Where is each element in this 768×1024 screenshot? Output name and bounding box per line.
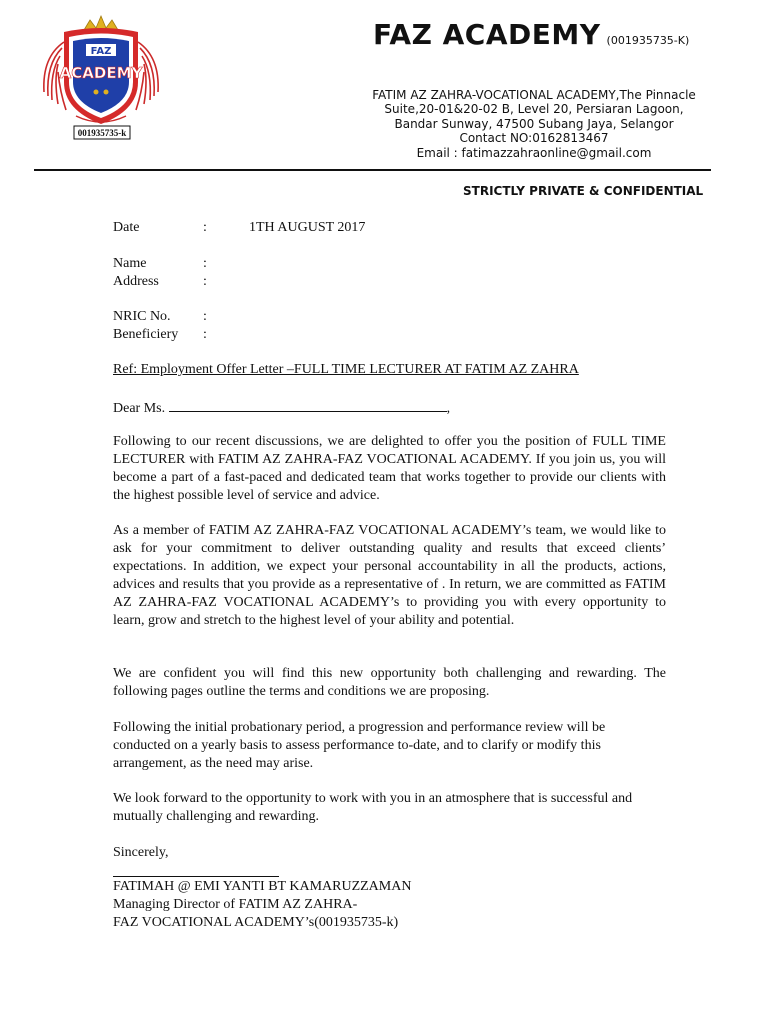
name-colon: :: [203, 256, 207, 271]
company-address: [350, 88, 718, 160]
address-label: Address: [113, 274, 159, 289]
logo-ornament: [104, 90, 109, 95]
crown-icon: [84, 16, 118, 30]
beneficiary-label: Beneficiery: [113, 327, 179, 342]
paragraph-commitment: As a member of FATIM AZ ZAHRA-FAZ VOCATIONAL ACADEMY’s team, we would like to ask for your commitment to deliver outstanding quality and results that exceed clients’ expectations. In addition, we expect your personal accountability in all the products, actions, advices and results that you provide as a representative of . In return, we are committed as FATIM AZ ZAHRA-FAZ VOCATIONAL ACADEMY’s to providing you with every opportunity to learn, grow and stretch to the highest level of your ability and potential.: [113, 523, 666, 628]
signature-line: [113, 876, 279, 877]
logo-ornament: [94, 90, 99, 95]
closing-word: Sincerely,: [113, 845, 169, 860]
paragraph-closing: We look forward to the opportunity to work with you in an atmosphere that is successful and mutually challenging and rewarding.: [113, 791, 633, 824]
header-divider: [34, 169, 711, 171]
logo-reg-text: 001935735-k: [77, 128, 127, 138]
signatory-name: FATIMAH @ EMI YANTI BT KAMARUZZAMAN: [113, 879, 412, 894]
date-colon: :: [203, 220, 207, 235]
beneficiary-colon: :: [203, 327, 207, 342]
email-line: Email : fatimazzahraonline@gmail.com: [416, 145, 652, 160]
paragraph-probation: Following the initial probationary period, a progression and performance review will be conducted on a yearly basis to assess performance to-date, and to clarify or modify this arrangement, as the need may arise.: [113, 720, 606, 771]
logo-text-top: FAZ: [90, 46, 112, 57]
date-label: Date: [113, 220, 140, 235]
company-title: FAZ ACADEMY: [373, 18, 601, 51]
nric-label: NRIC No.: [113, 309, 171, 324]
address-colon: :: [203, 274, 207, 289]
date-value: 1TH AUGUST 2017: [249, 220, 366, 235]
paragraph-confidence: We are confident you will find this new opportunity both challenging and rewarding. The following pages outline the terms and conditions we are proposing.: [113, 666, 666, 699]
salutation-text: Dear Ms.: [113, 401, 166, 416]
faz-academy-logo: [36, 12, 166, 144]
company-reg-number: (001935735-K): [606, 34, 690, 47]
signatory-title-line2: FAZ VOCATIONAL ACADEMY’s(001935735-k): [113, 915, 399, 930]
header-title-row: [373, 18, 689, 51]
confidential-notice: STRICTLY PRIVATE & CONFIDENTIAL: [463, 184, 704, 198]
nric-colon: :: [203, 309, 207, 324]
address-line: FATIM AZ ZAHRA-VOCATIONAL ACADEMY,The Pinnacle: [372, 88, 696, 102]
contact-line: Contact NO:0162813467: [459, 131, 609, 146]
signatory-title-line1: Managing Director of FATIM AZ ZAHRA-: [113, 897, 358, 912]
address-line: Bandar Sunway, 47500 Subang Jaya, Selangor: [394, 116, 674, 131]
logo-text-main: ACADEMY: [59, 64, 143, 82]
recipient-name-blank: [169, 399, 447, 412]
paragraph-offer: Following to our recent discussions, we are delighted to offer you the position of FULL TIME LECTURER with FATIM AZ ZAHRA-FAZ VOCATIONAL ACADEMY. If you join us, you will become a part of a fast-paced and dedicated team that works together to provide our clients with the highest possible level of service and advice.: [113, 434, 666, 503]
address-line: Suite,20-01&20-02 B, Level 20, Persiaran Lagoon,: [384, 102, 684, 117]
salutation-end: ,: [446, 401, 451, 416]
salutation: [113, 399, 450, 417]
name-label: Name: [113, 256, 147, 271]
reference-line: Ref: Employment Offer Letter –FULL TIME LECTURER AT FATIM AZ ZAHRA: [113, 362, 579, 377]
